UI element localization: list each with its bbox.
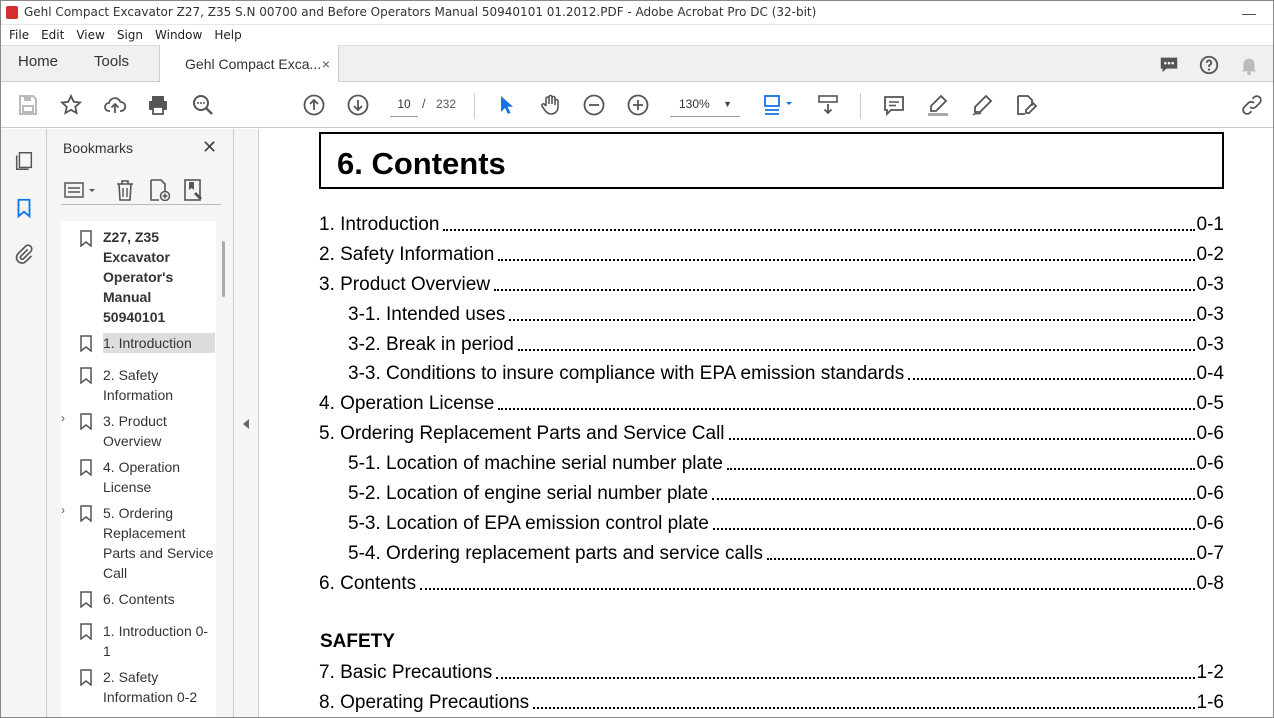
toc-page: 0-1 <box>1196 214 1224 235</box>
bookmark-list <box>61 221 216 718</box>
bookmarks-scrollbar[interactable] <box>222 241 225 297</box>
toc-entry[interactable] <box>348 511 1224 535</box>
page-thumbnails-icon[interactable] <box>13 150 35 172</box>
toc-leader <box>712 498 1194 500</box>
toc-page: 0-3 <box>1196 274 1224 295</box>
toc-title: 6. Contents <box>319 573 417 594</box>
toc-leader <box>498 259 1194 261</box>
toolbar-divider <box>860 93 861 119</box>
chevron-right-icon[interactable]: › <box>61 503 65 517</box>
print-icon[interactable] <box>146 93 170 117</box>
toc-entry[interactable] <box>319 571 1224 595</box>
contents-heading-box <box>319 132 1224 189</box>
toc-entry[interactable] <box>348 361 1224 385</box>
toc-page: 0-3 <box>1196 304 1224 325</box>
navigation-rail <box>0 129 47 718</box>
toc-entry[interactable] <box>319 660 1224 684</box>
toc-title: 2. Safety Information <box>319 244 495 265</box>
bookmark-label: Z27, Z35 Excavator Operator's Manual 50940101 <box>103 229 174 325</box>
toc-leader <box>420 588 1194 590</box>
add-comment-icon[interactable] <box>882 93 906 117</box>
bookmark-label: 1. Introduction <box>103 333 215 353</box>
toc-title: 3-2. Break in period <box>348 334 514 355</box>
menu-sign[interactable]: Sign <box>116 28 144 42</box>
collapse-arrow-icon[interactable] <box>243 419 249 429</box>
tab-close-button[interactable]: × <box>321 55 331 72</box>
toc-title: 3-1. Intended uses <box>348 304 506 325</box>
toc-leader <box>729 438 1195 440</box>
toc-title: 3-3. Conditions to insure compliance with EPA emission standards <box>348 363 905 384</box>
toc-page: 1-6 <box>1196 692 1224 713</box>
bookmark-label: 2. Safety Information <box>103 367 174 403</box>
toc-page: 0-2 <box>1196 244 1224 265</box>
bookmark-ribbon-icon <box>80 367 92 384</box>
toc-page: 0-8 <box>1196 573 1224 594</box>
toolbar-divider <box>474 93 475 119</box>
menu-bar <box>0 25 1274 45</box>
bookmark-options-icon[interactable] <box>63 179 99 201</box>
bookmarks-panel <box>47 129 233 718</box>
page-total: 232 <box>436 97 457 111</box>
toc-leader <box>767 558 1195 560</box>
star-icon[interactable] <box>59 93 83 117</box>
bookmark-label: 3. Product Overview <box>103 413 167 449</box>
toc-entry[interactable] <box>319 421 1224 445</box>
toc-page: 0-4 <box>1196 363 1224 384</box>
title-bar <box>0 0 1274 25</box>
bookmark-ribbon-icon <box>80 505 92 522</box>
acrobat-app-icon <box>6 6 18 19</box>
bell-icon[interactable] <box>1238 54 1260 76</box>
attachment-icon[interactable] <box>13 243 35 265</box>
next-page-icon[interactable] <box>346 93 370 117</box>
toc-title: 5-3. Location of EPA emission control plate <box>348 513 709 534</box>
tab-tools[interactable]: Tools <box>94 53 130 70</box>
delete-bookmark-icon[interactable] <box>113 179 137 201</box>
tab-bar-icons <box>1158 54 1260 76</box>
menu-edit[interactable]: Edit <box>41 28 65 42</box>
toc-entry[interactable] <box>348 541 1224 565</box>
save-icon[interactable] <box>16 93 40 117</box>
menu-window[interactable]: Window <box>155 28 203 42</box>
bookmark-label: 5. Ordering Replacement Parts and Service Call <box>103 505 214 581</box>
bookmark-ribbon-icon <box>80 591 92 608</box>
new-bookmark-icon[interactable] <box>147 179 171 201</box>
draw-pen-icon[interactable] <box>970 93 994 117</box>
toc-leader <box>533 707 1194 709</box>
toc-leader <box>518 349 1195 351</box>
toc-page: 0-6 <box>1196 513 1224 534</box>
bookmark-ribbon-icon <box>80 335 92 352</box>
menu-file[interactable]: File <box>9 28 30 42</box>
toc-title: 3. Product Overview <box>319 274 491 295</box>
bookmark-ribbon-icon <box>80 413 92 430</box>
page-heading: 6. Contents <box>337 146 506 181</box>
toc-title: 7. Basic Precautions <box>319 662 493 683</box>
comment-bubble-icon[interactable] <box>1158 54 1180 76</box>
bookmark-label: 1. Introduction 0-1 <box>103 623 209 659</box>
chevron-right-icon[interactable]: › <box>61 411 65 425</box>
zoom-level-select[interactable] <box>670 92 740 117</box>
page-number-input[interactable]: 10 <box>390 92 418 117</box>
toc-entry[interactable] <box>319 391 1224 415</box>
toc-title: 4. Operation License <box>319 393 495 414</box>
menu-help[interactable]: Help <box>214 28 242 42</box>
tab-document-label: Gehl Compact Exca... <box>185 55 322 72</box>
toc-leader <box>496 677 1194 679</box>
toc-entry[interactable] <box>319 272 1224 296</box>
toc-leader <box>713 528 1195 530</box>
page-separator: / <box>422 96 426 111</box>
toc-entry[interactable] <box>348 302 1224 326</box>
toc-entry[interactable] <box>319 212 1224 236</box>
tab-document[interactable] <box>159 45 339 82</box>
toc-title: 1. Introduction <box>319 214 440 235</box>
tab-bar <box>0 45 1274 82</box>
bookmark-ribbon-icon <box>80 230 92 247</box>
toc-title: 5. Ordering Replacement Parts and Service Call <box>319 423 725 444</box>
toc-entry[interactable] <box>319 690 1224 714</box>
tab-home[interactable]: Home <box>18 53 59 70</box>
bookmark-label: 6. Contents <box>103 591 175 607</box>
window-title: Gehl Compact Excavator Z27, Z35 S.N 00700 and Before Operators Manual 50940101 01.2012.PDF - Adobe Acrobat Pro DC (32-bit) <box>24 5 817 19</box>
toc-leader <box>509 319 1194 321</box>
bookmark-ribbon-icon <box>80 459 92 476</box>
hand-tool-icon[interactable] <box>538 93 562 117</box>
toc-leader <box>494 289 1194 291</box>
bookmarks-toolbar <box>61 177 221 205</box>
toc-entry[interactable] <box>319 242 1224 266</box>
fill-sign-icon[interactable] <box>1014 93 1038 117</box>
close-icon[interactable]: ✕ <box>202 137 218 157</box>
bookmark-label: 2. Safety Information 0-2 <box>103 669 198 705</box>
highlight-pen-icon[interactable] <box>926 93 950 117</box>
toc-entry[interactable] <box>348 481 1224 505</box>
document-view[interactable] <box>259 129 1274 718</box>
toc-entry[interactable] <box>348 332 1224 356</box>
bookmark-label: 4. Operation License <box>103 459 181 495</box>
toc-page: 0-6 <box>1196 423 1224 444</box>
bookmarks-title: Bookmarks <box>63 140 134 156</box>
zoom-in-icon[interactable] <box>626 93 650 117</box>
scroll-mode-icon[interactable] <box>816 93 840 117</box>
toc-title: 5-4. Ordering replacement parts and service calls <box>348 543 764 564</box>
toc-leader <box>498 408 1194 410</box>
previous-page-icon[interactable] <box>302 93 326 117</box>
toc-title: 8. Operating Precautions <box>319 692 530 713</box>
toc-page: 0-3 <box>1196 334 1224 355</box>
zoom-out-icon[interactable] <box>582 93 606 117</box>
search-zoom-icon[interactable] <box>191 93 215 117</box>
toc-leader <box>727 468 1195 470</box>
select-cursor-icon[interactable] <box>494 93 518 117</box>
toc-leader <box>908 378 1194 380</box>
toc-page: 0-6 <box>1196 453 1224 474</box>
bookmark-ribbon-icon <box>80 623 92 640</box>
panel-splitter[interactable] <box>233 129 259 718</box>
toc-page: 0-5 <box>1196 393 1224 414</box>
page-fit-icon[interactable] <box>762 93 796 117</box>
chevron-down-icon: ▼ <box>723 99 732 109</box>
toc-entry[interactable] <box>348 451 1224 475</box>
cloud-upload-icon[interactable] <box>103 93 127 117</box>
toc-page: 1-2 <box>1196 662 1224 683</box>
minimize-button[interactable]: — <box>1242 5 1256 21</box>
bookmark-panel-icon[interactable] <box>13 197 35 219</box>
link-tool-icon[interactable] <box>1240 93 1264 117</box>
toc-title: 5-2. Location of engine serial number plate <box>348 483 709 504</box>
menu-view[interactable]: View <box>76 28 105 42</box>
toc-leader <box>443 229 1194 231</box>
toc-page: 0-7 <box>1196 543 1224 564</box>
help-icon[interactable] <box>1198 54 1220 76</box>
bookmark-ribbon-icon <box>80 669 92 686</box>
toc-title: 5-1. Location of machine serial number plate <box>348 453 723 474</box>
toc-page: 0-6 <box>1196 483 1224 504</box>
bookmark-properties-icon[interactable] <box>182 179 206 201</box>
section-heading: SAFETY <box>320 631 395 652</box>
main-toolbar <box>0 82 1274 128</box>
zoom-level-value: 130% <box>679 97 710 111</box>
